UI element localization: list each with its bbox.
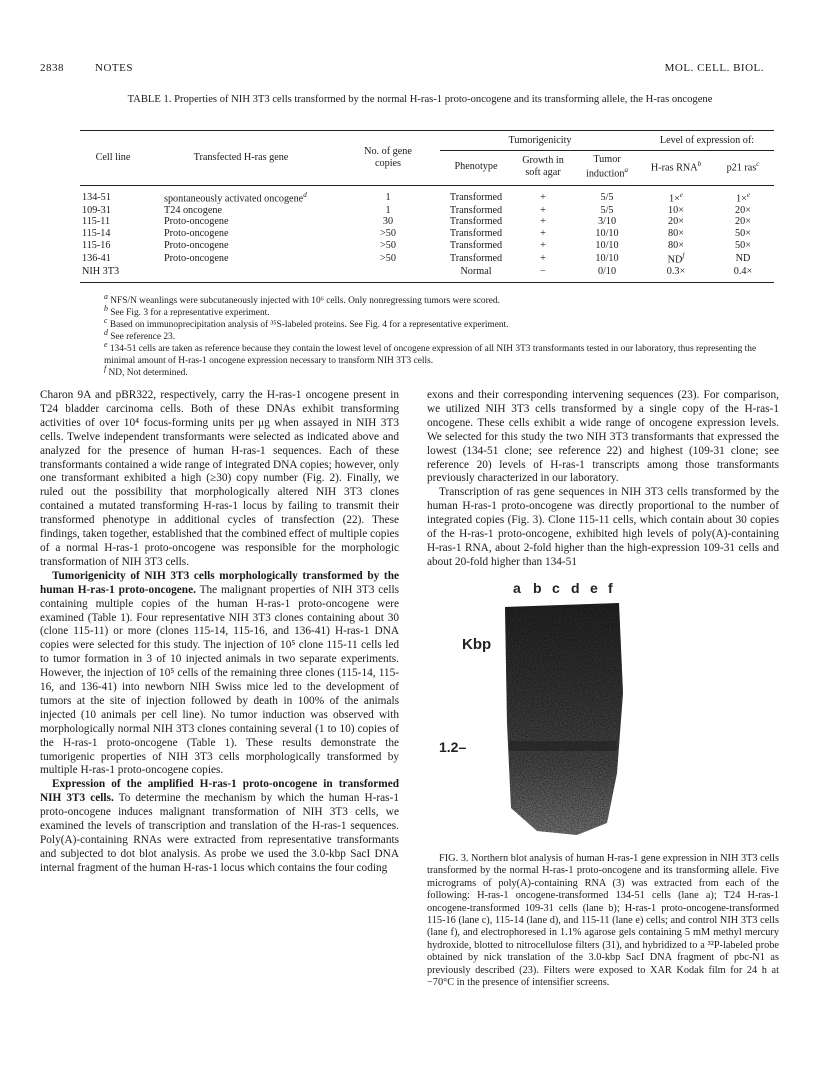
cell-p21: 0.4× [712,266,774,282]
cell-p21: 20× [735,216,751,228]
footnote-f: $^f$ ND, Not determined. [104,364,188,379]
cell-cell: 115-11 [82,216,111,228]
cell-agar: + [540,252,546,264]
cell-copies: 1 [385,191,391,203]
col-header-tumor-induction: Tumor induction$^a$ [574,150,640,185]
cell-p21: 50× [735,228,751,240]
cell-cell: 109-31 [82,204,111,216]
lane-label-e: e [590,580,598,596]
cell-agar: − [512,266,574,282]
cell-phenotype: Transformed [449,216,503,228]
footnote-b: $^b$ See Fig. 3 for a representative experiment. [104,304,270,319]
cell-copies: >50 [380,228,396,240]
cell-cell: 115-16 [82,239,111,251]
cell-tumor: 5/5 [600,204,614,216]
table-row [80,185,774,204]
left-column [40,389,399,876]
paragraph: Transcription of ras gene sequences in NIH 3T3 cells transformed by the human H-ras-1 proto-oncogene was directly proportional to the number of integrated copies (Fig. 3). Clone 115-11 cells, which contain about 30 copies of the H-ras-1 proto-oncogene, exhibited high levels of poly(A)-containing H-ras-1 RNA, about 2-fold higher than the high-expression 109-31 cells and about 20-fold higher than 134-51 [427,486,779,568]
paragraph-tumorigenicity: Tumorigenicity of NIH 3T3 cells morphologically transformed by the human H-ras-1 proto-oncogene. The malignant properties of NIH 3T3 cells containing multiple copies of the human H-ras-1 proto-oncogene were examined (Table 1). Four representative NIH 3T3 clones containing about 30 (clone 115-11) or more (clones 115-14, 115-16, and 136-41) H-ras-1 DNA copies were selected for this study. The injection of 10⁵ clone 115-11 cells led to tumor formation in 3 of 10 injected animals in two separate experiments. However, the injection of 10⁵ cells of the remaining three clones (115-14, 115-16, and 136-41) into newborn NIH Swiss mice led to the development of tumors at the site of injection followed by death in 100% of the animals injected (10 animals per cell line). No tumor induction was observed with morphologically normal NIH 3T3 clones containing several (1 to 10) copies of the H-ras-1 proto-oncogene (Table 1). These results demonstrate the tumorigenic properties of NIH 3T3 cells morphologically transformed by multiple H-ras-1 proto-oncogene copies. [40,569,399,777]
cell-phenotype: Transformed [449,228,503,240]
col-header-gene: Transfected H-ras gene [146,131,336,186]
footnote-d: $^d$ See reference 23. [104,328,176,343]
cell-gene: Proto-oncogene [164,252,229,264]
blot-band-1.2kbp [509,741,617,751]
table-row [80,251,774,266]
cell-rna: 20× [668,216,684,228]
group-header-expression: Level of expression of: [640,131,774,151]
cell-tumor: 10/10 [595,239,619,251]
table-row [80,205,774,217]
col-header-copies: No. of gene copies [336,131,440,186]
lane-label-c: c [552,580,560,596]
cell-phenotype: Transformed [449,191,503,203]
table-row [80,216,774,228]
unit-label: Kbp [462,636,492,653]
running-header [40,62,764,78]
group-header-tumorigenicity: Tumorigenicity [440,131,640,151]
lane-label-b: b [533,580,542,596]
col-header-rna: H-ras RNA$^b$ [640,150,712,185]
blot-smear [505,603,623,835]
cell-gene: Proto-oncogene [164,228,229,240]
table-caption: TABLE 1. Properties of NIH 3T3 cells transformed by the normal H-ras-1 proto-oncogene and its transforming allele, the H-ras oncogene [127,94,713,105]
cell-phenotype: Transformed [449,239,503,251]
paragraph: exons and their corresponding intervening sequences (23). For comparison, we utilized NIH 3T3 cells transformed by a single copy of the H-ras-1 oncogene. These cells exhibit a wide range of oncogene expression levels. We selected for this study the two NIH 3T3 transformants that expressed the lowest (134-51 clone; see reference 22) and highest (109-31 clone; see reference 20) levels of H-ras-1 transcripts among those transformants previously characterized in our laboratory. [427,389,779,485]
cell-agar: + [540,239,546,251]
lane-label-f: f [608,580,613,596]
page-number: 2838 [40,62,64,74]
section-heading: Tumorigenicity of NIH 3T3 cells morphologically transformed by the human H-ras-1 proto-oncogene. [40,569,399,596]
cell-cell: 134-51 [82,191,111,203]
footnote-c: $^c$ Based on immunoprecipitation analysis of ³⁵S-labeled proteins. See Fig. 4 for a representative experiment. [104,316,509,331]
col-header-soft-agar: Growth in soft agar [512,150,574,185]
cell-p21: 1×$^e$ [736,190,750,205]
lane-label-a: a [513,580,521,596]
col-header-cell-line: Cell line [80,131,146,186]
cell-p21: 20× [735,204,751,216]
journal-name: MOL. CELL. BIOL. [664,62,764,74]
footnote-a: $^a$ NFS/N weanlings were subcutaneously injected with 10⁶ cells. Only nonregressing tumors were scored. [104,292,500,307]
cell-phenotype: Transformed [449,204,503,216]
cell-cell: 115-14 [82,228,111,240]
cell-copies: >50 [380,252,396,264]
cell-p21: ND [735,252,751,264]
cell-agar: + [540,204,546,216]
cell-p21: 50× [735,239,751,251]
table-row [80,240,774,252]
cell-gene: spontaneously activated oncogene$^d$ [164,190,307,205]
cell-agar: + [540,216,546,228]
cell-gene: Proto-oncogene [164,239,229,251]
cell-tumor: 10/10 [595,228,619,240]
cell-agar: + [540,228,546,240]
cell-copies: 30 [382,216,394,228]
cell-cell: NIH 3T3 [80,266,146,282]
cell-phenotype: Transformed [449,252,503,264]
paragraph: Charon 9A and pBR322, respectively, carry the H-ras-1 oncogene present in T24 bladder carcinoma cells. Both of these DNAs exhibit transforming activities of over 10⁴ focus-forming units per μg when assayed in NIH 3T3 cells. Twelve independent transformants were selected as indicated above and analyzed for the presence of human H-ras-1 sequences. Each of these transformants contained a wide range of integrated DNA copies; however, only one transformant exhibited a high (≥30) copy number (Fig. 2). Finally, we ruled out the possibility that morphologically altered NIH 3T3 clones contained a mutated transforming H-ras-1 locus by failing to transmit their transformed phenotype in additional cycles of transfection (22). These findings, taken together, established that the combined effect of multiple copies of a normal H-ras-1 proto-oncogene was responsible for the morphologic transformation of NIH 3T3 cells. [40,389,399,568]
cell-rna: 0.3× [640,266,712,282]
cell-rna: 80× [668,228,684,240]
cell-tumor: 3/10 [597,216,617,228]
cell-gene: Proto-oncogene [164,216,229,228]
table-row [80,266,774,282]
cell-agar: + [540,191,546,203]
cell-rna: 10× [668,204,684,216]
cell-tumor: 10/10 [595,252,619,264]
cell-copies: >50 [380,239,396,251]
cell-tumor: 0/10 [574,266,640,282]
size-marker-label: 1.2– [439,739,467,755]
cell-copies [336,266,440,282]
cell-copies: 1 [385,204,391,216]
northern-blot-figure [427,573,779,849]
cell-rna: 1×$^e$ [669,190,683,205]
paragraph-expression: Expression of the amplified H-ras-1 proto-oncogene in transformed NIH 3T3 cells. To determine the mechanism by which the human H-ras-1 proto-oncogene induces malignant transformation of NIH 3T3 cells, we examined the levels of transcription and translation of the H-ras-1 sequences. Poly(A)-containing RNAs were extracted from representative transformants and subjected to dot blot analysis. As probe we used the 3.0-kbp SacI DNA internal fragment of the human H-ras-1 locus which contains the four coding [40,778,399,874]
right-column [427,389,779,570]
col-header-p21: p21 ras$^c$ [712,150,774,185]
cell-rna: $ND^f$ [667,252,685,266]
cell-phenotype: Normal [440,266,512,282]
table-row [80,228,774,240]
cell-gene [146,266,336,282]
footnote-e: $^e$ 134-51 cells are taken as reference because they contain the lowest level of oncogene expression of all NIH 3T3 transformants tested in our laboratory, thus representing the minimal amount of H-ras-1 oncogene expression necessary to transform NIH 3T3 cells. [104,340,757,366]
section-label: NOTES [95,62,133,74]
cell-tumor: 5/5 [600,191,614,203]
cell-rna: 80× [668,239,684,251]
properties-table [80,130,774,283]
section-heading: Expression of the amplified H-ras-1 proto-oncogene in transformed NIH 3T3 cells. [40,778,399,805]
col-header-phenotype: Phenotype [440,150,512,185]
figure-caption: FIG. 3. Northern blot analysis of human H-ras-1 gene expression in NIH 3T3 cells transformed by the normal H-ras-1 proto-oncogene and its transforming allele. Five micrograms of poly(A)-containing RNA (3) was extracted from each of the following: H-ras-1 oncogene-transformed 134-51 cells (lane a); T24 H-ras-1 oncogene-transformed 109-31 cells (lane b); H-ras-1 proto-oncogene-transformed 115-16 (lane c), 115-14 (lane d), and 115-11 (lane e) cells; and control NIH 3T3 cells (lane f), and electrophoresed in 1.1% agarose gels containing 5 mM methyl mercury hydroxide, blotted to nitrocellulose filters (31), and hybridized to a ³²P-labeled probe obtained by nick translation of the 3.0-kbp SacI DNA fragment of pbc-N1 as previously described (23). Filters were exposed to XAR Kodak film for 24 h at −70°C in the presence of intensifier screens. [427,853,780,989]
lane-label-d: d [571,580,580,596]
cell-cell: 136-41 [82,252,111,264]
cell-gene: T24 oncogene [164,204,222,216]
